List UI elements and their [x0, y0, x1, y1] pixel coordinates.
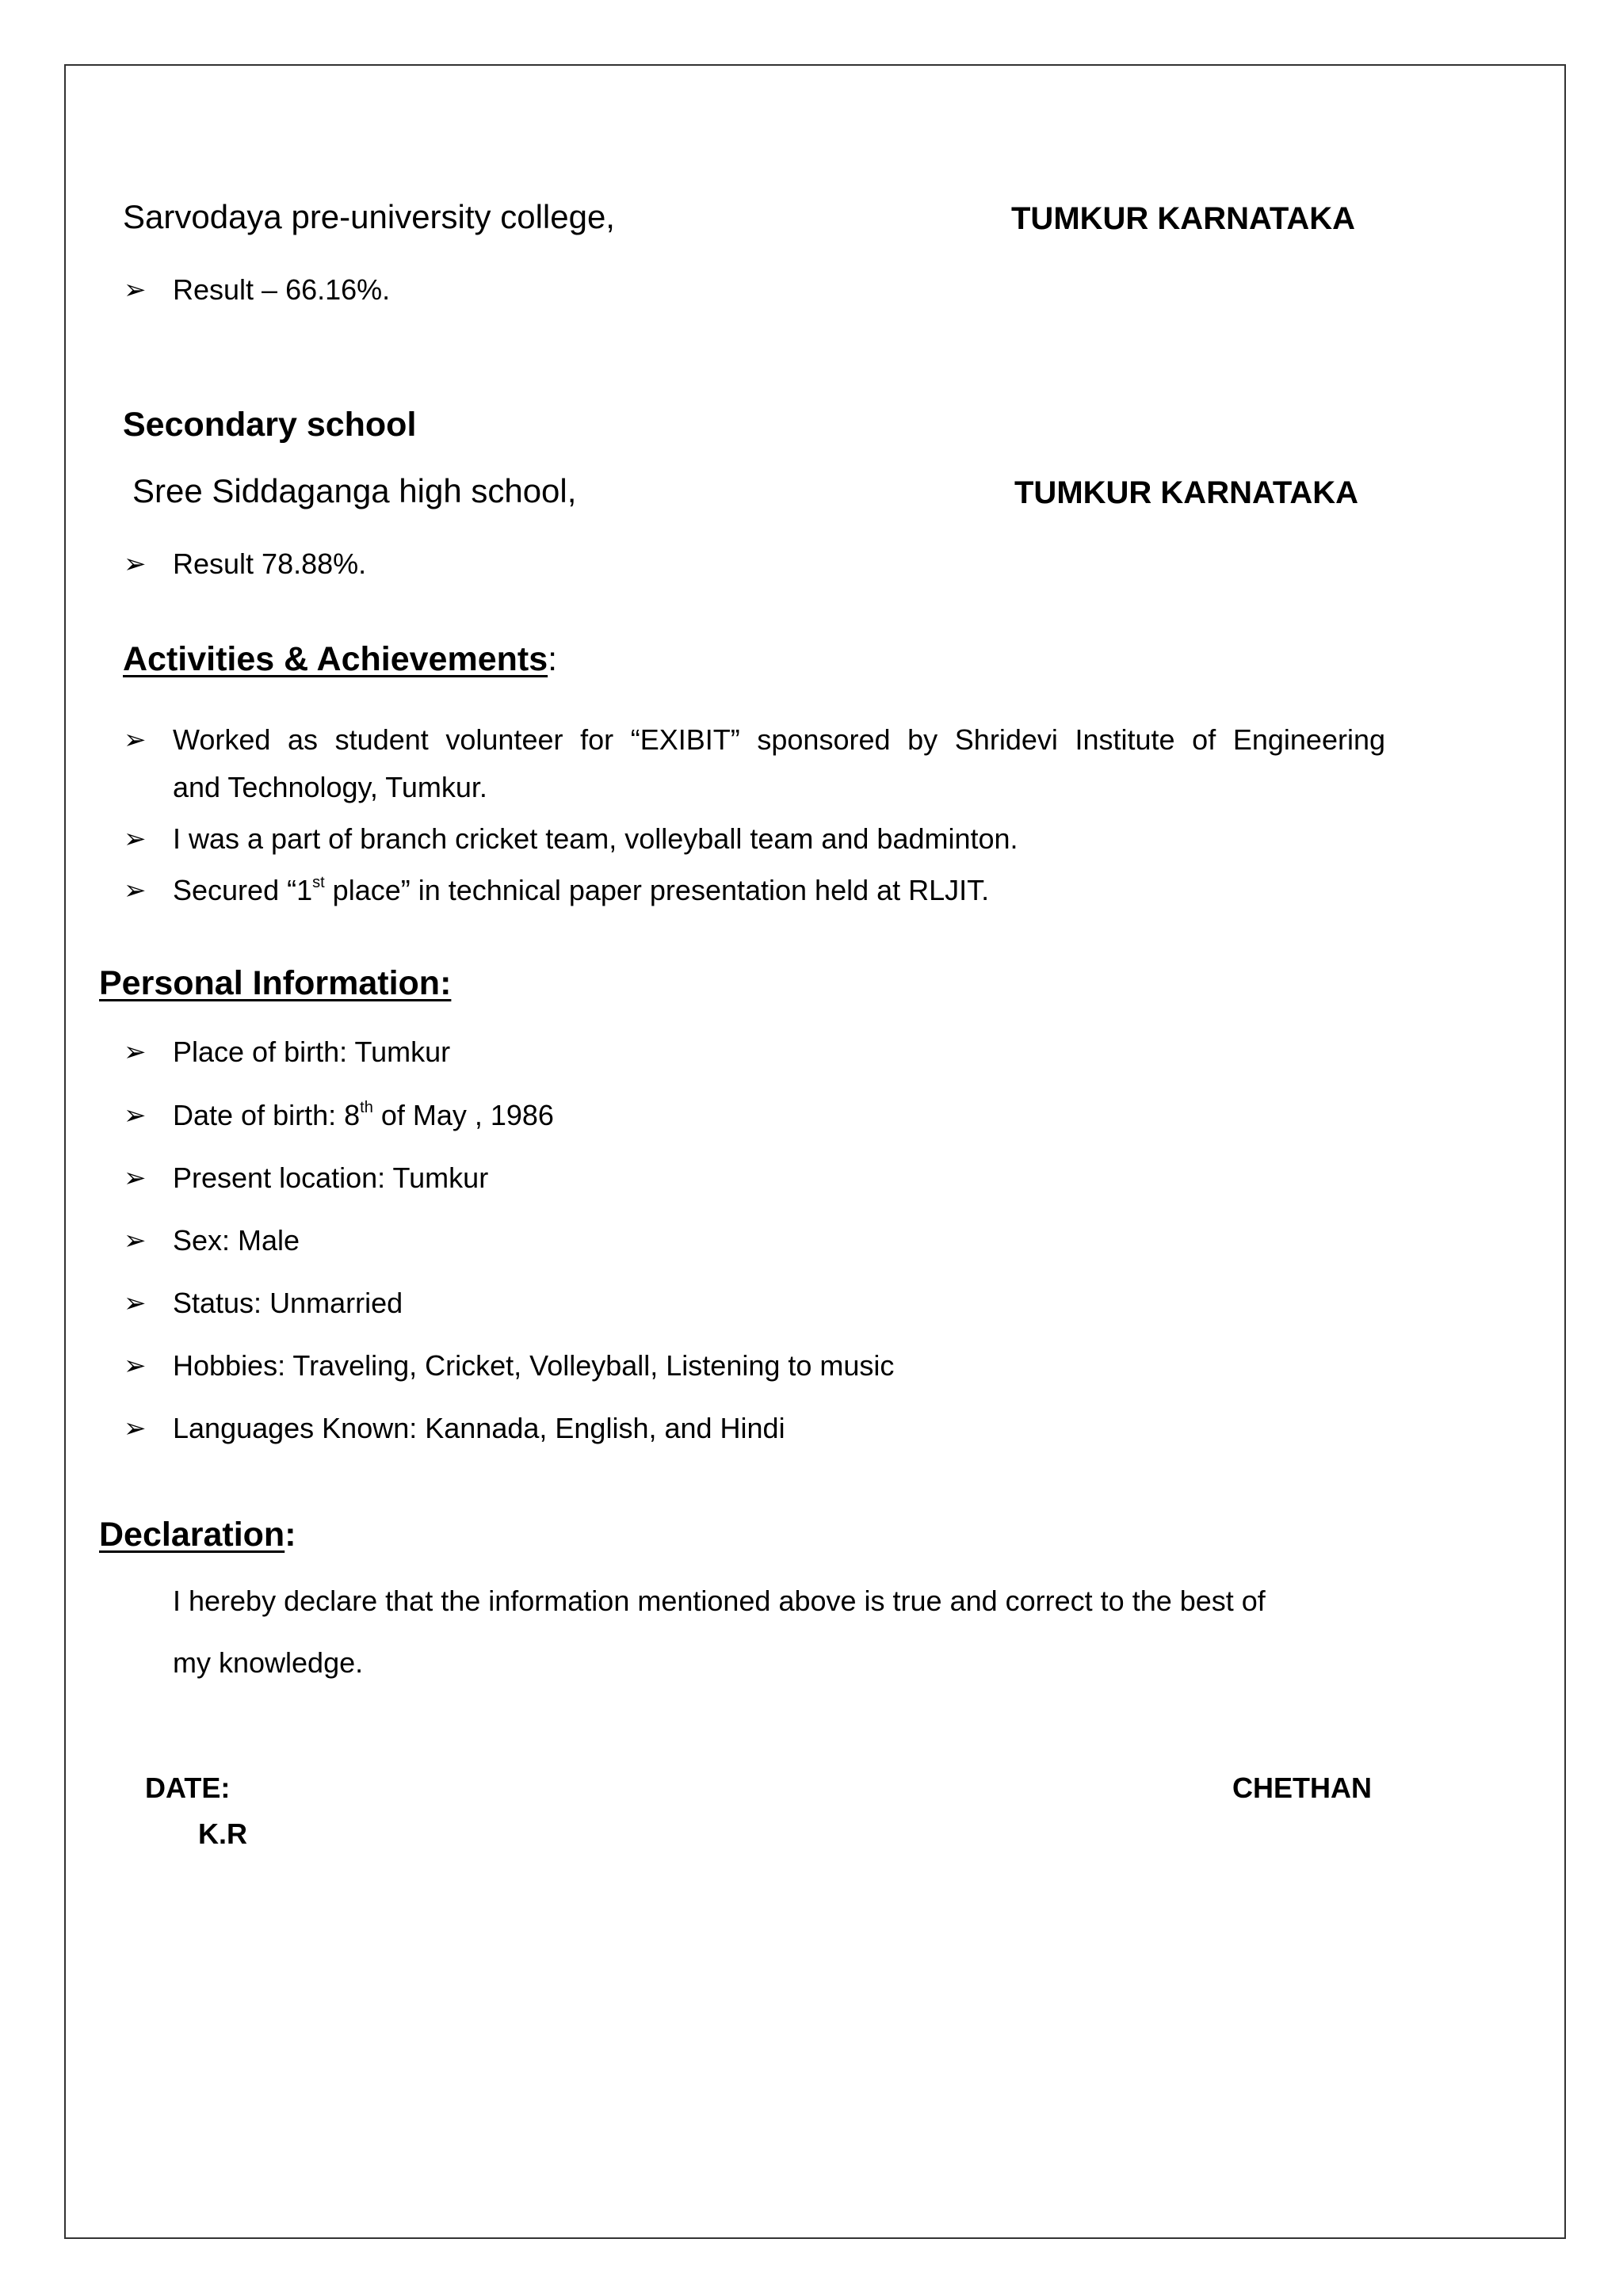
- paper-text-pre: Secured “1: [173, 874, 313, 906]
- personal-sex: Sex: Male: [173, 1224, 300, 1257]
- signature-last-name: K.R: [198, 1817, 247, 1850]
- puc-location: TUMKUR KARNATAKA: [1011, 201, 1356, 236]
- dob-text-pre: Date of birth: 8: [173, 1099, 361, 1131]
- bullet-icon: ➢: [124, 275, 147, 305]
- bullet-icon: ➢: [124, 1351, 147, 1381]
- personal-languages: Languages Known: Kannada, English, and Hindi: [173, 1412, 785, 1444]
- declaration-heading-colon: :: [285, 1516, 296, 1554]
- personal-birthplace: Place of birth: Tumkur: [173, 1035, 451, 1068]
- personal-dob: [173, 1099, 554, 1132]
- activity-paper-presentation: [173, 874, 989, 907]
- bullet-icon: ➢: [124, 1226, 147, 1256]
- paper-text-post: place” in technical paper presentation held at RLJIT.: [324, 874, 990, 906]
- bullet-icon: ➢: [124, 824, 147, 854]
- activity-volunteer-line1: Worked as student volunteer for “EXIBIT” sponsored by Shridevi Institute of Engineering: [173, 723, 1385, 756]
- paper-superscript: st: [312, 874, 325, 891]
- personal-hobbies: Hobbies: Traveling, Cricket, Volleyball, Listening to music: [173, 1349, 895, 1382]
- dob-superscript: th: [360, 1099, 373, 1116]
- activities-heading-colon: :: [548, 640, 558, 678]
- bullet-icon: ➢: [124, 1100, 147, 1131]
- bullet-icon: ➢: [124, 1288, 147, 1318]
- dob-text-post: of May , 1986: [372, 1099, 554, 1131]
- bullet-icon: ➢: [124, 875, 147, 906]
- bullet-icon: ➢: [124, 549, 147, 579]
- declaration-heading-text: Declaration: [99, 1516, 285, 1554]
- bullet-icon: ➢: [124, 1037, 147, 1067]
- puc-result: Result – 66.16%.: [173, 273, 391, 306]
- page-border: [64, 64, 1566, 2239]
- personal-heading: Personal Information:: [99, 964, 452, 1002]
- secondary-school-name: Sree Siddaganga high school,: [132, 472, 577, 509]
- secondary-heading: Secondary school: [123, 406, 417, 444]
- secondary-result: Result 78.88%.: [173, 547, 367, 580]
- secondary-location: TUMKUR KARNATAKA: [1014, 475, 1359, 510]
- declaration-line2: my knowledge.: [173, 1646, 364, 1679]
- declaration-line1: I hereby declare that the information mentioned above is true and correct to the best of: [173, 1585, 1266, 1617]
- bullet-icon: ➢: [124, 725, 147, 755]
- activities-heading-text: Activities & Achievements: [123, 640, 548, 678]
- activity-sports: I was a part of branch cricket team, volleyball team and badminton.: [173, 822, 1018, 855]
- activity-volunteer-line2: and Technology, Tumkur.: [173, 771, 487, 803]
- declaration-heading: [99, 1516, 296, 1554]
- activities-heading: [123, 640, 557, 679]
- signature-first-name: CHETHAN: [1232, 1772, 1372, 1804]
- bullet-icon: ➢: [124, 1163, 147, 1193]
- personal-location: Present location: Tumkur: [173, 1161, 489, 1194]
- puc-college-name: Sarvodaya pre-university college,: [123, 198, 615, 235]
- personal-status: Status: Unmarried: [173, 1287, 403, 1319]
- date-label: DATE:: [145, 1772, 231, 1804]
- bullet-icon: ➢: [124, 1413, 147, 1444]
